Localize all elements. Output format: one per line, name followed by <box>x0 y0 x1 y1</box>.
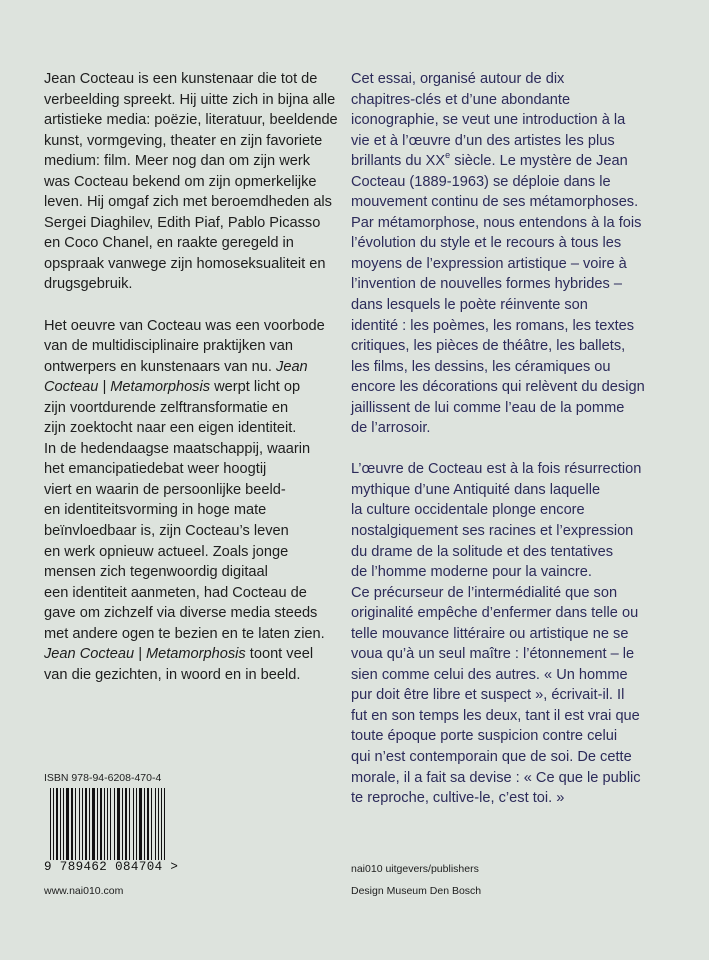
text-line: opspraak vanwege zijn homoseksualiteit en <box>44 255 326 272</box>
text-line <box>44 377 338 398</box>
text-line: Par métamorphose, nous entendons à la fois <box>351 214 642 231</box>
text-line: la culture occidentale plonge encore <box>351 502 585 519</box>
barcode-bar <box>110 788 111 866</box>
barcode-bar <box>155 788 156 866</box>
text-line: en Coco Chanel, en raakte geregeld in <box>44 235 294 252</box>
barcode-bar <box>89 788 90 866</box>
text-line: van die gezichten, in woord en in beeld. <box>44 666 301 683</box>
text-line: L’œuvre de Cocteau est à la fois résurrection <box>351 461 642 478</box>
book-title-italic: Jean Cocteau | Metamorphosis <box>44 646 246 663</box>
barcode-bar <box>139 788 142 866</box>
text-line: voua qu’à un seul maître : l’étonnement – le <box>351 646 635 663</box>
text-line: critiques, les pièces de théâtre, les ballets, <box>351 338 626 355</box>
isbn-label: ISBN 978-94-6208-470-4 <box>44 772 162 784</box>
text-line: Ce précurseur de l’intermédialité que son <box>351 584 618 601</box>
text-line <box>44 357 338 378</box>
text-line: artistieke media: poëzie, literatuur, beeldende <box>44 112 338 129</box>
text-line: mythique d’une Antiquité dans laquelle <box>351 481 601 498</box>
text-line: leven. Hij omgaf zich met beroemdheden als <box>44 194 332 211</box>
french-paragraph-1 <box>351 69 645 439</box>
text-line: drugsgebruik. <box>44 276 133 293</box>
text-line: verbeelding spreekt. Hij uitte zich in bijna alle <box>44 91 336 108</box>
text-line: morale, il a fait sa devise : « Ce que le public <box>351 769 641 786</box>
text-line: identité : les poèmes, les romans, les textes <box>351 317 635 334</box>
barcode-bar <box>114 788 115 866</box>
text-line: moyens de l’expression artistique – voire à <box>351 255 627 272</box>
text-line: pur doit être libre et suspect », écrivait-il. Il <box>351 687 625 704</box>
french-text-column <box>351 69 645 809</box>
text-span: werpt licht op <box>214 379 301 396</box>
text-line: vie et à l’œuvre d’un des artistes les plus <box>351 132 615 149</box>
text-line: iconographie, se veut une introduction à la <box>351 112 626 129</box>
barcode-bar <box>158 788 159 866</box>
barcode-bar <box>79 788 80 866</box>
text-line: de l’homme moderne pour la vaincre. <box>351 564 592 581</box>
text-line: telle mouvance littéraire ou artistique ne se <box>351 625 629 642</box>
text-line: mensen zich tegenwoordig digitaal <box>44 564 268 581</box>
text-line: fut en son temps les deux, tant il est vrai que <box>351 707 640 724</box>
text-line: qui n’est contemporain que de soi. De cette <box>351 749 632 765</box>
barcode-bar <box>151 788 152 866</box>
text-line: met andere ogen te bezien en te laten zien. <box>44 625 325 642</box>
publisher-name: nai010 uitgevers/publishers <box>351 863 479 875</box>
text-span: brillants du XX <box>351 153 446 170</box>
paragraph-gap <box>44 295 338 316</box>
text-line: Het oeuvre van Cocteau was een voorbode <box>44 317 325 334</box>
text-line: dans lesquels le poète réinvente son <box>351 297 588 314</box>
text-line: l’évolution du style et le recours à tous les <box>351 235 622 252</box>
book-title-italic: Cocteau | Metamorphosis <box>44 379 211 396</box>
text-line: Cocteau (1889-1963) se déploie dans le <box>351 173 611 190</box>
text-line: zijn voortdurende zelftransformatie en <box>44 399 289 416</box>
dutch-paragraph-2 <box>44 316 338 686</box>
barcode-bar <box>56 788 58 866</box>
text-line: jaillissent de lui comme l’eau de la pomme <box>351 399 625 416</box>
superscript: e <box>445 150 451 161</box>
text-line: toute époque porte suspicion contre celui <box>351 728 618 745</box>
barcode-bar <box>144 788 145 866</box>
barcode-bar <box>66 788 69 866</box>
text-line: te reproche, cultive-le, c’est toi. » <box>351 790 565 807</box>
text-line: encore les décorations qui relèvent du design <box>351 379 645 396</box>
barcode-bar <box>85 788 87 866</box>
text-line: mouvement continu de ses métamorphoses. <box>351 194 639 211</box>
text-line: zijn zoektocht naar een eigen identiteit. <box>44 420 297 437</box>
text-line: beïnvloedbaar is, zijn Cocteau’s leven <box>44 522 289 539</box>
text-line: Cet essai, organisé autour de dix <box>351 71 565 87</box>
barcode-bar <box>125 788 127 866</box>
barcode-bar <box>117 788 120 866</box>
book-title-italic: Jean <box>276 358 308 375</box>
barcode-bar <box>75 788 76 866</box>
barcode-bar <box>122 788 123 866</box>
text-line: Sergei Diaghilev, Edith Piaf, Pablo Picasso <box>44 214 321 231</box>
barcode-bar <box>92 788 95 866</box>
text-line: en identiteitsvorming in hoge mate <box>44 502 267 519</box>
text-line: kunst, vormgeving, theater en zijn favoriete <box>44 132 323 149</box>
barcode-bar <box>100 788 102 866</box>
barcode-digits: 9 789462 084704 > <box>44 860 179 874</box>
text-line: gave om zichzelf via diverse media steeds <box>44 605 318 622</box>
website-url: www.nai010.com <box>44 885 124 897</box>
text-line: originalité empêche d’enfermer dans telle ou <box>351 605 639 622</box>
text-line: was Cocteau bekend om zijn opmerkelijke <box>44 173 317 190</box>
barcode-bar <box>136 788 137 866</box>
text-span: ontwerpers en kunstenaars van nu. <box>44 358 272 375</box>
text-span: siècle. Le mystère de Jean <box>454 153 628 170</box>
text-line <box>44 644 338 665</box>
text-line: van de multidisciplinaire praktijken van <box>44 338 294 355</box>
museum-name: Design Museum Den Bosch <box>351 885 482 897</box>
text-line: medium: film. Meer nog dan om zijn werk <box>44 153 311 170</box>
text-line: en werk opnieuw actueel. Zoals jonge <box>44 543 289 560</box>
text-span: toont veel <box>249 646 314 663</box>
text-line: du drame de la solitude et des tentatives <box>351 543 614 560</box>
barcode-bar <box>60 788 61 866</box>
french-paragraph-2 <box>351 459 645 808</box>
text-line <box>351 151 645 172</box>
barcode-bar <box>104 788 105 866</box>
text-line: de l’arrosoir. <box>351 420 431 437</box>
barcode <box>44 788 184 878</box>
text-line: l’invention de nouvelles formes hybrides – <box>351 276 622 293</box>
barcode-bar <box>63 788 64 866</box>
barcode-bar <box>147 788 149 866</box>
dutch-paragraph-1 <box>44 69 338 295</box>
text-line: een identiteit aanmeten, had Cocteau de <box>44 584 307 601</box>
text-line: sien comme celui des autres. « Un homme <box>351 666 628 683</box>
text-line: Jean Cocteau is een kunstenaar die tot de <box>44 71 318 87</box>
barcode-bar <box>133 788 134 866</box>
barcode-bar <box>71 788 73 866</box>
barcode-bar <box>82 788 83 866</box>
text-line: het emancipatiedebat weer hoogtij <box>44 461 267 478</box>
text-line: In de hedendaagse maatschappij, waarin <box>44 440 311 457</box>
text-line: viert en waarin de persoonlijke beeld- <box>44 481 286 498</box>
text-line: nostalgiquement ses racines et l’expression <box>351 522 634 539</box>
paragraph-gap <box>351 439 645 460</box>
dutch-text-column <box>44 69 338 685</box>
barcode-bar <box>97 788 98 866</box>
text-line: les films, les dessins, les céramiques ou <box>351 358 611 375</box>
text-line: chapitres-clés et d’une abondante <box>351 91 571 108</box>
barcode-bar <box>129 788 130 866</box>
